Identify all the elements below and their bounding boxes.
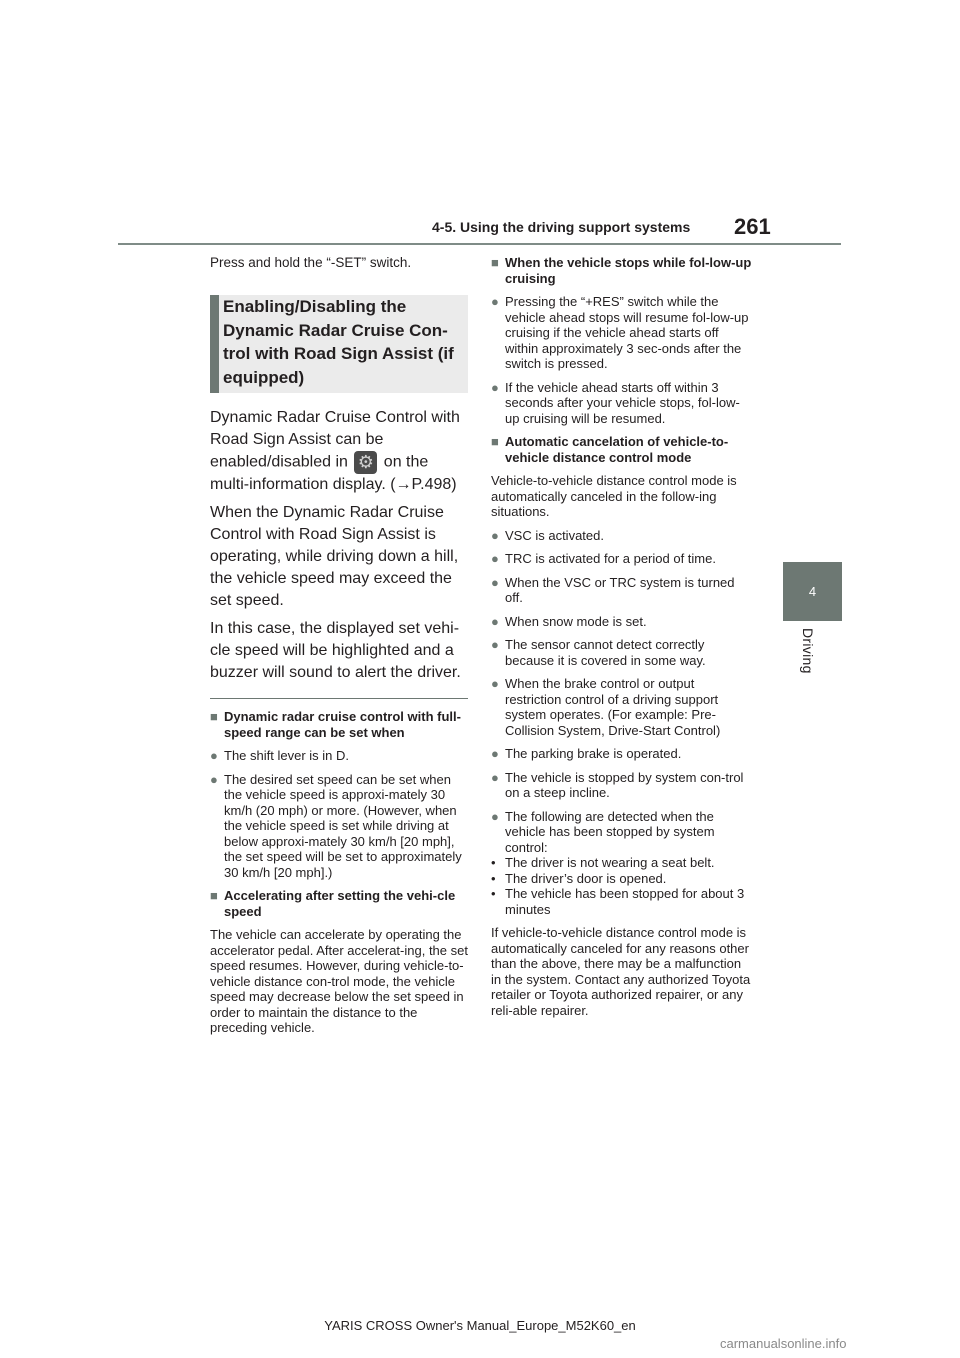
circle-bullet-icon: ● — [491, 676, 499, 691]
list-item: ● When the brake control or output restriction control of a driving support system operates. (For example: Pre-Collision System, Drive-Start Control) — [491, 676, 721, 738]
list-item: ● VSC is activated. — [491, 527, 604, 543]
square-bullet-icon: ■ — [491, 255, 499, 270]
circle-bullet-icon: ● — [491, 746, 499, 761]
circle-bullet-icon: ● — [491, 637, 499, 652]
circle-bullet-icon: ● — [491, 769, 499, 785]
note-paragraph: If vehicle-to-vehicle distance control mode is automatically canceled for any reasons other than the above, there may be a malfunction in the system. Contact any authorized Toyota retailer or Toyota authorized repairer, or any reli-able repairer. — [491, 925, 751, 1018]
circle-bullet-icon: ● — [210, 771, 218, 787]
left-notes — [210, 709, 468, 1036]
sub-list-item: • The vehicle has been stopped for about 3 minutes — [491, 886, 745, 917]
section-header-title: 4-5. Using the driving support systems — [432, 219, 691, 235]
watermark: carmanualsonline.info — [720, 1336, 847, 1351]
square-bullet-icon: ■ — [491, 434, 499, 449]
circle-bullet-icon: ● — [491, 527, 499, 543]
page-number: 261 — [734, 214, 771, 239]
chapter-tab: 4 — [783, 562, 842, 621]
note-heading: ■ Automatic cancelation of vehicle-to-vehicle distance control mode — [491, 434, 729, 465]
list-item: ● The shift lever is in D. — [210, 748, 349, 763]
circle-bullet-icon: ● — [491, 808, 499, 824]
body-paragraph-1: Dynamic Radar Cruise Control with Road Sign Assist can be enabled/disabled in ⚙ on the multi-information display. (→P.498) — [210, 407, 468, 496]
note-heading: ■ Accelerating after setting the vehi-cle speed — [210, 888, 456, 919]
list-item: ● Pressing the “+RES” switch while the vehicle ahead stops will resume fol-low-up cruising if the vehicle ahead starts off within approximately 3 sec-onds after the switch is pressed. — [491, 294, 749, 371]
footer-text: YARIS CROSS Owner's Manual_Europe_M52K60_en — [324, 1318, 636, 1333]
note-heading: ■ Dynamic radar cruise control with full-speed range can be set when — [210, 709, 461, 740]
body-paragraph-3: In this case, the displayed set vehi-cle speed will be highlighted and a buzzer will sound to alert the driver. — [210, 620, 461, 681]
note-heading: ■ When the vehicle stops while fol-low-up cruising — [491, 255, 752, 286]
sub-list — [491, 855, 753, 917]
list-item: ● When snow mode is set. — [491, 613, 647, 629]
square-bullet-icon: ■ — [210, 888, 218, 903]
sub-list-item: • The driver is not wearing a seat belt. — [491, 855, 715, 870]
sub-list-item: • The driver’s door is opened. — [491, 870, 667, 886]
circle-bullet-icon: ● — [491, 294, 499, 309]
body-paragraph-2: When the Dynamic Radar Cruise Control with Road Sign Assist is operating, while driving down a hill, the vehicle speed may exceed the set speed. — [210, 504, 459, 609]
right-column — [491, 255, 753, 1026]
notes-divider — [210, 698, 468, 699]
section-body — [210, 407, 468, 684]
left-column — [210, 255, 468, 1044]
list-item: ● The parking brake is operated. — [491, 746, 682, 761]
list-item: ● When the VSC or TRC system is turned off. — [491, 574, 735, 605]
square-bullet-icon: ■ — [210, 709, 218, 724]
section-heading-box — [210, 295, 468, 393]
chapter-label: Driving — [800, 628, 816, 674]
circle-bullet-icon: ● — [491, 613, 499, 629]
list-item: ● If the vehicle ahead starts off within 3 seconds after your vehicle stops, fol-low-up cruising will be resumed. — [491, 379, 740, 426]
list-item: ● The desired set speed can be set when the vehicle speed is approxi-mately 30 km/h (20 mph) or more. (However, when the vehicle speed is set while driving at below approxi-mately 30 km/h [20 mph], the set speed will be set to approximately 30 km/h [20 mph].) — [210, 771, 462, 880]
list-item: ● The vehicle is stopped by system con-trol on a steep incline. — [491, 769, 744, 800]
list-item: ● The sensor cannot detect correctly because it is covered in some way. — [491, 637, 706, 668]
note-paragraph: Vehicle-to-vehicle distance control mode is automatically canceled in the follow-ing situations. — [491, 473, 737, 519]
circle-bullet-icon: ● — [491, 379, 499, 395]
list-item: ● The following are detected when the vehicle has been stopped by system control: — [491, 808, 715, 855]
note-paragraph: The vehicle can accelerate by operating the accelerator pedal. After accelerat-ing, the set speed resumes. However, during vehicle-to-vehicle distance con-trol mode, the vehicle speed may decrease below the set speed in order to maintain the distance to the preceding vehicle. — [210, 927, 468, 1035]
section-heading: Enabling/Disabling the Dynamic Radar Cruise Con-trol with Road Sign Assist (if equipped) — [223, 297, 454, 387]
intro-text: Press and hold the “-SET” switch. — [210, 255, 412, 270]
circle-bullet-icon: ● — [491, 574, 499, 590]
circle-bullet-icon: ● — [491, 551, 499, 566]
settings-gear-icon — [354, 451, 377, 474]
list-item: ● TRC is activated for a period of time. — [491, 551, 716, 566]
header-divider — [118, 243, 841, 245]
circle-bullet-icon: ● — [210, 748, 218, 763]
